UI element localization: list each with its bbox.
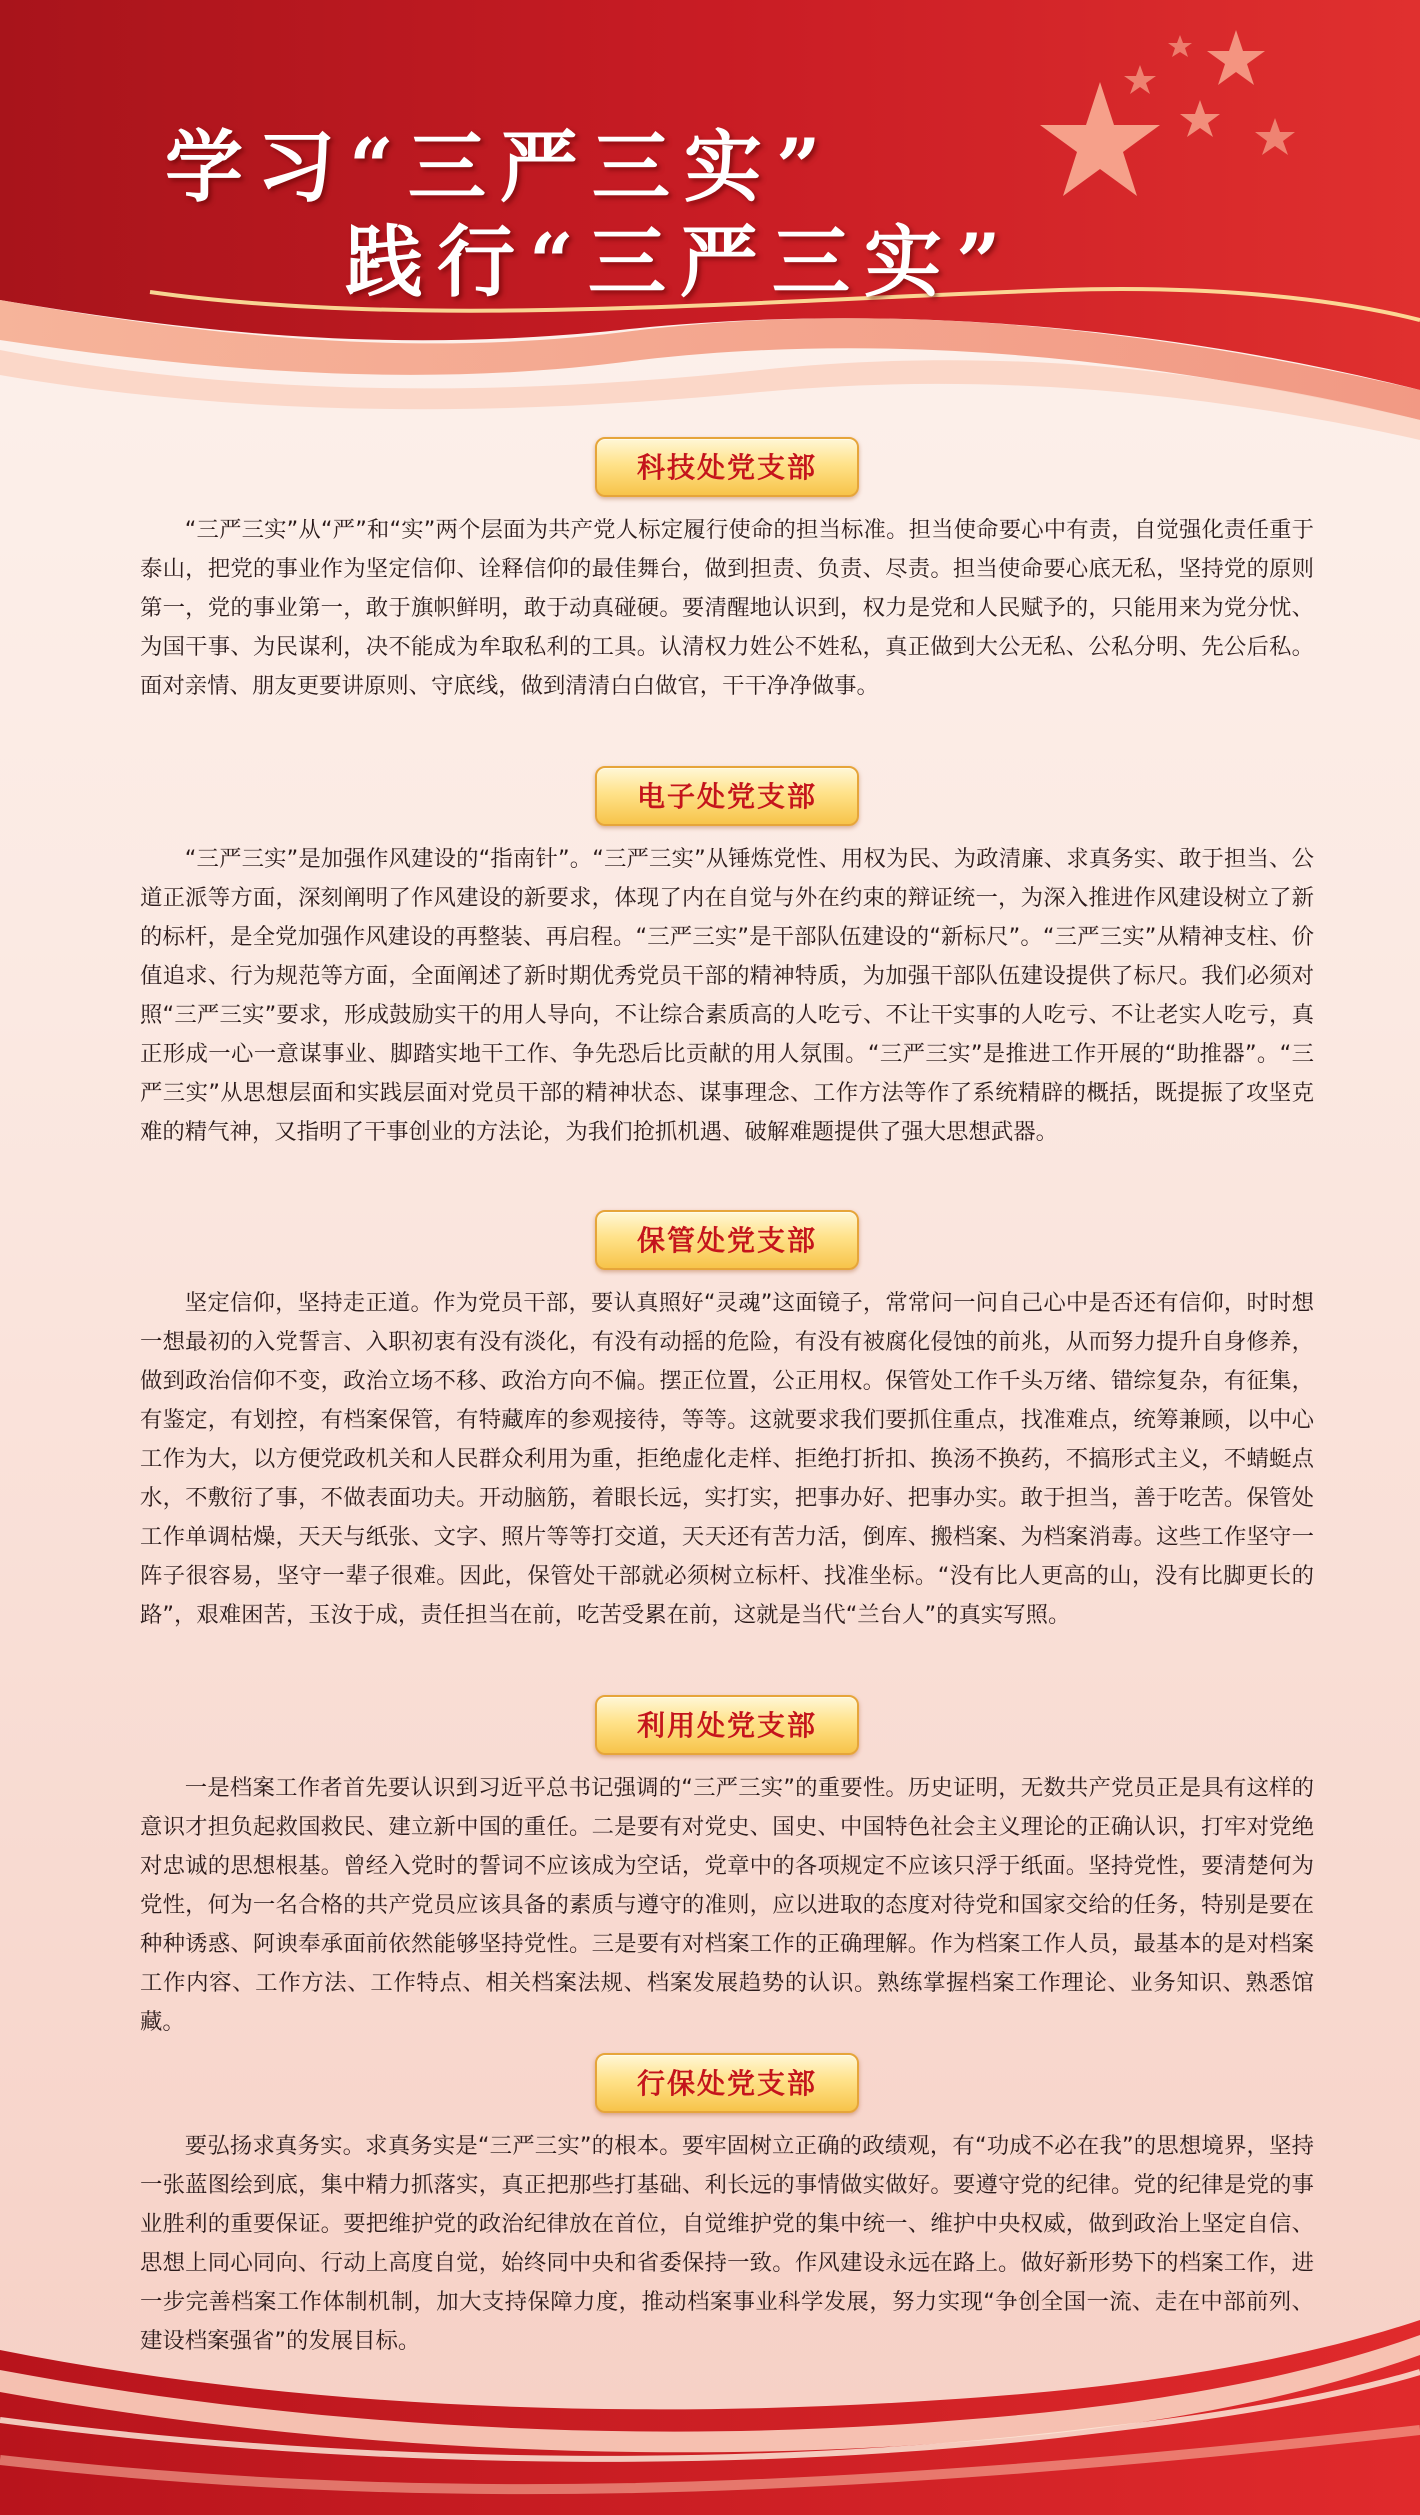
section-body: 坚定信仰，坚持走正道。作为党员干部，要认真照好“灵魂”这面镜子，常常问一问自己心中是否还有信仰，时时想一想最初的入党誓言、入职初衷有没有淡化，有没有动摇的危险，有没有被腐化侵蚀的前兆，从而努力提升自身修养，做到政治信仰不变，政治立场不移、政治方向不偏。摆正位置，公正用权。保管处工作千头万绪、错综复杂，有征集，有鉴定，有划控，有档案保管，有特藏库的参观接待，等等。这就要求我们要抓住重点，找准难点，统筹兼顾，以中心工作为大，以方便党政机关和人民群众利用为重，拒绝虚化走样、拒绝打折扣、换汤不换药，不搞形式主义，不蜻蜓点水，不敷衍了事，不做表面功夫。开动脑筋，着眼长远，实打实，把事办好、把事办实。敢于担当，善于吃苦。保管处工作单调枯燥，天天与纸张、文字、照片等等打交道，天天还有苦力活，倒库、搬档案、为档案消毒。这些工作坚守一阵子很容易，坚守一辈子很难。因此，保管处干部就必须树立标杆、找准坐标。“没有比人更高的山，没有比脚更长的路”，艰难困苦，玉汝于成，责任担当在前，吃苦受累在前，这就是当代“兰台人”的真实写照。 — [140, 1290, 1314, 1628]
section-body: “三严三实”从“严”和“实”两个层面为共产党人标定履行使命的担当标准。担当使命要心中有责，自觉强化责任重于泰山，把党的事业作为坚定信仰、诠释信仰的最佳舞台，做到担责、负责、尽责。担当使命要心底无私，坚持党的原则第一，党的事业第一，敢于旗帜鲜明，敢于动真碰硬。要清醒地认识到，权力是党和人民赋予的，只能用来为党分忧、为国干事、为民谋利，决不能成为牟取私利的工具。认清权力姓公不姓私，真正做到大公无私、公私分明、先公后私。面对亲情、朋友更要讲原则、守底线，做到清清白白做官，干干净净做事。 — [140, 517, 1314, 699]
section-heading: 电子处党支部 — [595, 766, 859, 826]
poster-title-line-2: 践行“三严三实” — [345, 217, 1015, 308]
section-baoguan — [140, 1210, 1314, 1635]
section-heading: 保管处党支部 — [595, 1210, 859, 1270]
poster-title-line-1: 学习“三严三实” — [165, 122, 835, 213]
section-body: 要弘扬求真务实。求真务实是“三严三实”的根本。要牢固树立正确的政绩观，有“功成不必在我”的思想境界，坚持一张蓝图绘到底，集中精力抓落实，真正把那些打基础、利长远的事情做实做好。要遵守党的纪律。党的纪律是党的事业胜利的重要保证。要把维护党的政治纪律放在首位，自觉维护党的集中统一、维护中央权威，做到政治上坚定自信、思想上同心同向、行动上高度自觉，始终同中央和省委保持一致。作风建设永远在路上。做好新形势下的档案工作，进一步完善档案工作体制机制，加大支持保障力度，推动档案事业科学发展，努力实现“争创全国一流、走在中部前列、建设档案强省”的发展目标。 — [140, 2133, 1314, 2354]
section-dianzi — [140, 766, 1314, 1152]
section-heading: 行保处党支部 — [595, 2053, 859, 2113]
section-liyong — [140, 1695, 1314, 2042]
section-keji — [140, 437, 1314, 706]
section-heading: 利用处党支部 — [595, 1695, 859, 1755]
section-body: “三严三实”是加强作风建设的“指南针”。“三严三实”从锤炼党性、用权为民、为政清廉、求真务实、敢于担当、公道正派等方面，深刻阐明了作风建设的新要求，体现了内在自觉与外在约束的辩证统一，为深入推进作风建设树立了新的标杆，是全党加强作风建设的再整装、再启程。“三严三实”是干部队伍建设的“新标尺”。“三严三实”从精神支柱、价值追求、行为规范等方面，全面阐述了新时期优秀党员干部的精神特质，为加强干部队伍建设提供了标尺。我们必须对照“三严三实”要求，形成鼓励实干的用人导向，不让综合素质高的人吃亏、不让干实事的人吃亏、不让老实人吃亏，真正形成一心一意谋事业、脚踏实地干工作、争先恐后比贡献的用人氛围。“三严三实”是推进工作开展的“助推器”。“三严三实”从思想层面和实践层面对党员干部的精神状态、谋事理念、工作方法等作了系统精辟的概括，既提振了攻坚克难的精气神，又指明了干事创业的方法论，为我们抢抓机遇、破解难题提供了强大思想武器。 — [140, 846, 1314, 1145]
section-body: 一是档案工作者首先要认识到习近平总书记强调的“三严三实”的重要性。历史证明，无数共产党员正是具有这样的意识才担负起救国救民、建立新中国的重任。二是要有对党史、国史、中国特色社会主义理论的正确认识，打牢对党绝对忠诚的思想根基。曾经入党时的誓词不应该成为空话，党章中的各项规定不应该只浮于纸面。坚持党性，要清楚何为党性，何为一名合格的共产党员应该具备的素质与遵守的准则，应以进取的态度对待党和国家交给的任务，特别是要在种种诱惑、阿谀奉承面前依然能够坚持党性。三是要有对档案工作的正确理解。作为档案工作人员，最基本的是对档案工作内容、工作方法、工作特点、相关档案法规、档案发展趋势的认识。熟练掌握档案工作理论、业务知识、熟悉馆藏。 — [140, 1775, 1314, 2035]
section-xingbao — [140, 2053, 1314, 2361]
section-heading: 科技处党支部 — [595, 437, 859, 497]
